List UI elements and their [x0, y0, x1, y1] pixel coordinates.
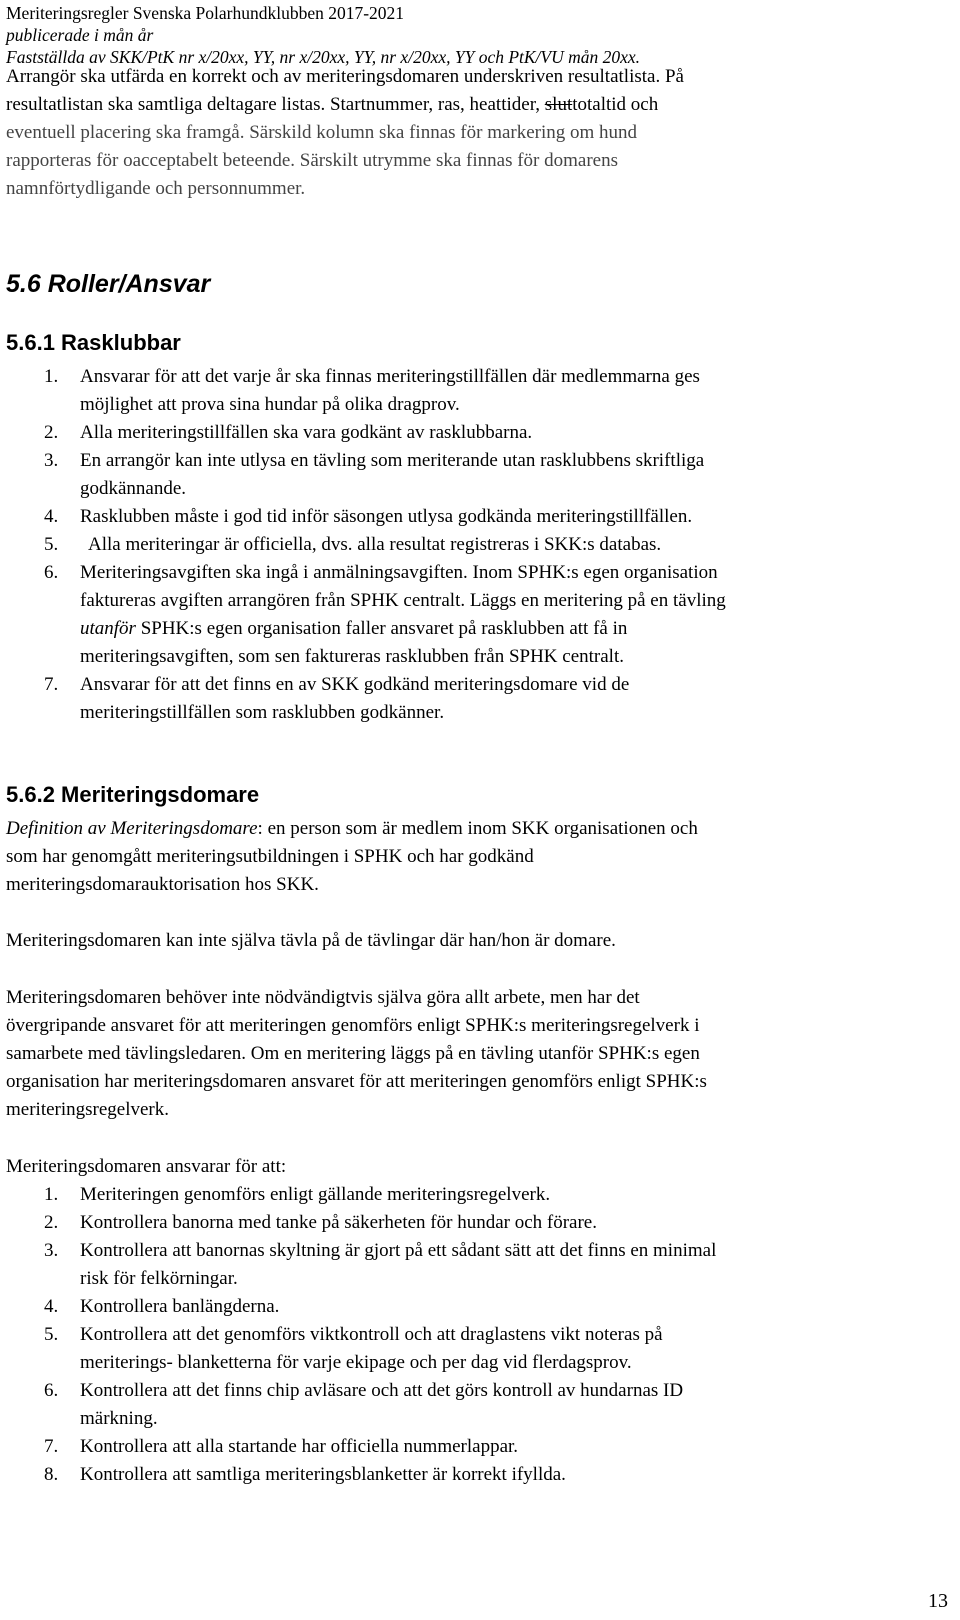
italic-word: utanför: [80, 618, 136, 639]
list-item: Kontrollera att alla startande har officiella nummerlappar.: [80, 1436, 519, 1457]
list-number: 2.: [44, 1212, 59, 1233]
intro-line: namnförtydligande och personnummer.: [6, 178, 306, 199]
list-number: 6.: [44, 562, 59, 583]
list-item: Kontrollera banorna med tanke på säkerheten för hundar och förare.: [80, 1212, 597, 1233]
paragraph-line: meriteringsregelverk.: [6, 1099, 170, 1120]
list-item: meriteringstillfällen som rasklubben godkänner.: [80, 702, 445, 723]
intro-line: eventuell placering ska framgå. Särskild kolumn ska finnas för markering om hund: [6, 122, 638, 143]
list-item: märkning.: [80, 1408, 158, 1429]
list-item: Meriteringen genomförs enligt gällande meriteringsregelverk.: [80, 1184, 551, 1205]
list-item: Alla meriteringar är officiella, dvs. alla resultat registreras i SKK:s databas.: [88, 534, 662, 555]
list-item: godkännande.: [80, 478, 187, 499]
list-item: möjlighet att prova sina hundar på olika dragprov.: [80, 394, 460, 415]
list-number: 1.: [44, 1184, 59, 1205]
list-number: 3.: [44, 1240, 59, 1261]
list-number: 7.: [44, 1436, 59, 1457]
header-approved: Fastställda av SKK/PtK nr x/20xx, YY, nr x/20xx, YY, nr x/20xx, YY och PtK/VU mån 20xx.: [6, 47, 641, 67]
list-number: 7.: [44, 674, 59, 695]
header-published: publicerade i mån år: [6, 25, 154, 45]
list-item: Ansvarar för att det finns en av SKK godkänd meriteringsdomare vid de: [80, 674, 630, 695]
definition-line: som har genomgått meriteringsutbildningen i SPHK och har godkänd: [6, 846, 534, 867]
paragraph-line: övergripande ansvaret för att meriteringen genomförs enligt SPHK:s meriteringsregelverk i: [6, 1015, 700, 1036]
intro-line: Arrangör ska utfärda en korrekt och av meriteringsdomaren underskriven resultatlista. På: [6, 66, 684, 87]
paragraph-line: organisation har meriteringsdomaren ansvaret för att meriteringen genomförs enligt SPHK:s: [6, 1071, 707, 1092]
list-item: meriterings- blanketterna för varje ekipage och per dag vid flerdagsprov.: [80, 1352, 632, 1373]
intro-line: rapporteras för oacceptabelt beteende. Särskilt utrymme ska finnas för domarens: [6, 150, 618, 171]
page-number: 13: [928, 1590, 948, 1612]
definition-label: Definition av Meriteringsdomare: [6, 818, 258, 839]
definition-line: Definition av Meriteringsdomare: en person som är medlem inom SKK organisationen och: [6, 818, 698, 839]
list-item: Kontrollera att samtliga meriteringsblanketter är korrekt ifyllda.: [80, 1464, 566, 1485]
paragraph-line: samarbete med tävlingsledaren. Om en meritering läggs på en tävling utanför SPHK:s egen: [6, 1043, 700, 1064]
list-number: 5.: [44, 534, 59, 555]
paragraph-line: Meriteringsdomaren behöver inte nödvändigtvis själva göra allt arbete, men har det: [6, 987, 640, 1008]
header-title: Meriteringsregler Svenska Polarhundklubben 2017-2021: [6, 3, 405, 23]
list-item: risk för felkörningar.: [80, 1268, 238, 1289]
list-number: 6.: [44, 1380, 59, 1401]
list-item: En arrangör kan inte utlysa en tävling som meriterande utan rasklubbens skriftliga: [80, 450, 705, 471]
paragraph: Meriteringsdomaren kan inte själva tävla på de tävlingar där han/hon är domare.: [6, 930, 616, 951]
definition-line: meriteringsdomarauktorisation hos SKK.: [6, 874, 319, 895]
section-heading-5-6-1: 5.6.1 Rasklubbar: [6, 330, 181, 355]
list-item: Meriteringsavgiften ska ingå i anmälningsavgiften. Inom SPHK:s egen organisation: [80, 562, 718, 583]
list-item: Kontrollera att det genomförs viktkontroll och att draglastens vikt noteras på: [80, 1324, 663, 1345]
list-intro: Meriteringsdomaren ansvarar för att:: [6, 1156, 287, 1177]
list-number: 8.: [44, 1464, 59, 1485]
list-item: faktureras avgiften arrangören från SPHK centralt. Läggs en meritering på en tävling: [80, 590, 726, 611]
section-heading-5-6: 5.6 Roller/Ansvar: [6, 270, 211, 298]
list-number: 4.: [44, 506, 59, 527]
section-heading-5-6-2: 5.6.2 Meriteringsdomare: [6, 782, 260, 807]
list-item: Kontrollera att det finns chip avläsare och att det görs kontroll av hundarnas ID: [80, 1380, 684, 1401]
list-number: 4.: [44, 1296, 59, 1317]
list-item: utanför SPHK:s egen organisation faller ansvaret på rasklubben att få in: [80, 618, 628, 639]
strikethrough-word: slut: [544, 94, 573, 115]
list-number: 2.: [44, 422, 59, 443]
list-item: Ansvarar för att det varje år ska finnas meriteringstillfällen där medlemmarna ges: [80, 366, 700, 387]
list-item: Kontrollera banlängderna.: [80, 1296, 280, 1317]
list-number: 5.: [44, 1324, 59, 1345]
intro-line: resultatlistan ska samtliga deltagare listas. Startnummer, ras, heattider, sluttotaltid och: [6, 94, 659, 115]
list-number: 1.: [44, 366, 59, 387]
list-item: Rasklubben måste i god tid inför säsongen utlysa godkända meriteringstillfällen.: [80, 506, 693, 527]
list-item: Kontrollera att banornas skyltning är gjort på ett sådant sätt att det finns en minimal: [80, 1240, 717, 1261]
list-item: Alla meriteringstillfällen ska vara godkänt av rasklubbarna.: [80, 422, 533, 443]
list-number: 3.: [44, 450, 59, 471]
list-item: meriteringsavgiften, som sen faktureras rasklubben från SPHK centralt.: [80, 646, 624, 667]
